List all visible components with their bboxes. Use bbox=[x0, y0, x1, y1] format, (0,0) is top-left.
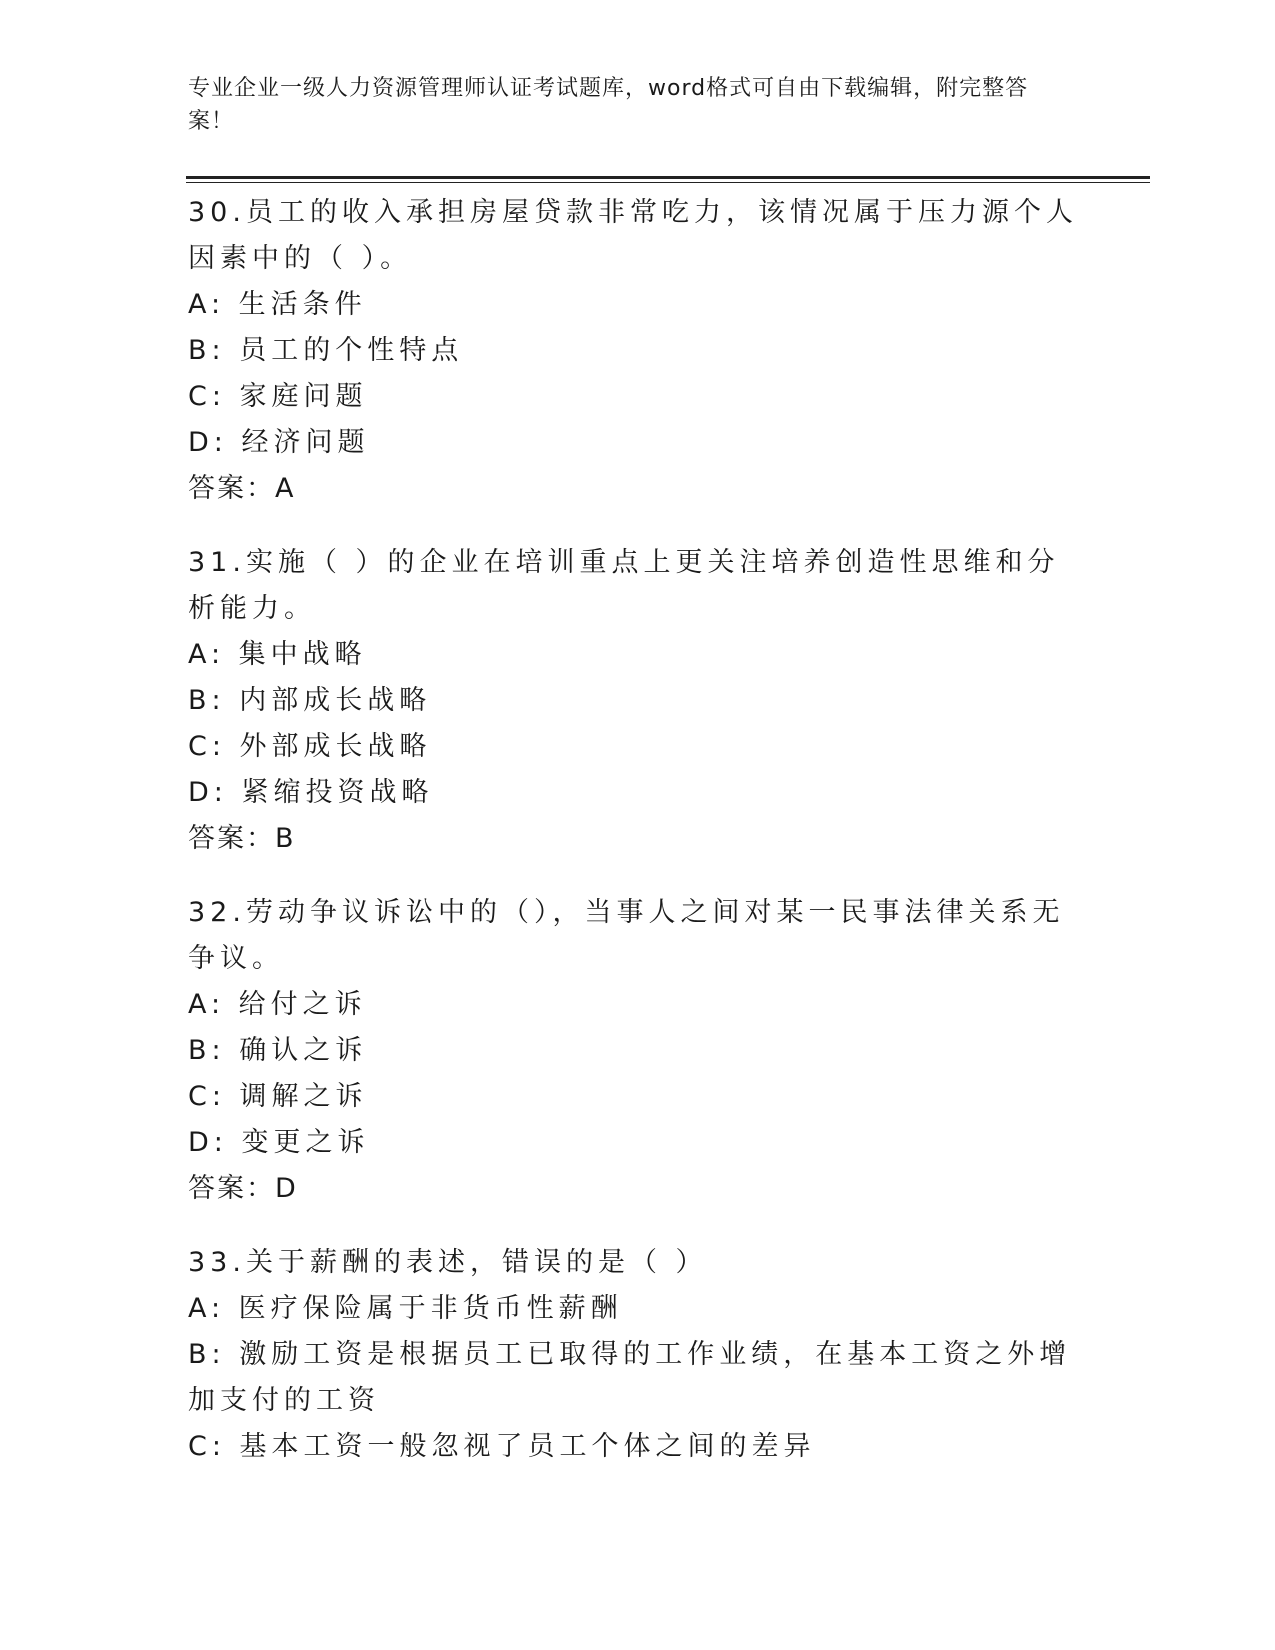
option-d: D: 紧缩投资战略 bbox=[188, 777, 434, 808]
question-number: 33. bbox=[188, 1247, 246, 1278]
document-header: 专业企业一级人力资源管理师认证考试题库，word格式可自由下载编辑，附完整答案！ bbox=[188, 76, 1029, 134]
option-c: C: 调解之诉 bbox=[188, 1081, 368, 1112]
question-list bbox=[188, 190, 1088, 1498]
question-33 bbox=[188, 1240, 1088, 1470]
option-a: A: 给付之诉 bbox=[188, 989, 367, 1020]
option-b: B: 内部成长战略 bbox=[188, 685, 432, 716]
option-b: B: 激励工资是根据员工已取得的工作业绩，在基本工资之外增加支付的工资 bbox=[188, 1339, 1072, 1416]
question-32 bbox=[188, 890, 1088, 1212]
question-number: 32. bbox=[188, 897, 246, 928]
question-text: 劳动争议诉讼中的（），当事人之间对某一民事法律关系无争议。 bbox=[188, 897, 1065, 974]
option-c: C: 外部成长战略 bbox=[188, 731, 432, 762]
option-c: C: 基本工资一般忽视了员工个体之间的差异 bbox=[188, 1431, 816, 1462]
question-stem bbox=[188, 890, 1088, 982]
option-a: A: 生活条件 bbox=[188, 289, 367, 320]
question-text: 实施（ ）的企业在培训重点上更关注培养创造性思维和分析能力。 bbox=[188, 547, 1060, 624]
header-rule-thin bbox=[186, 182, 1150, 183]
option-d: D: 变更之诉 bbox=[188, 1127, 370, 1158]
answer-line: 答案：B bbox=[188, 823, 296, 854]
question-30 bbox=[188, 190, 1088, 512]
question-stem bbox=[188, 190, 1088, 282]
question-text: 员工的收入承担房屋贷款非常吃力，该情况属于压力源个人因素中的（ ）。 bbox=[188, 197, 1078, 274]
question-text: 关于薪酬的表述，错误的是（ ） bbox=[245, 1247, 708, 1278]
option-a: A: 集中战略 bbox=[188, 639, 367, 670]
answer-line: 答案：A bbox=[188, 473, 296, 504]
option-a: A: 医疗保险属于非货币性薪酬 bbox=[188, 1293, 623, 1324]
option-c: C: 家庭问题 bbox=[188, 381, 368, 412]
option-d: D: 经济问题 bbox=[188, 427, 370, 458]
question-stem bbox=[188, 1240, 1088, 1286]
header-rule-thick bbox=[186, 176, 1150, 179]
question-number: 30. bbox=[188, 197, 246, 228]
question-stem bbox=[188, 540, 1088, 632]
question-31 bbox=[188, 540, 1088, 862]
option-b: B: 员工的个性特点 bbox=[188, 335, 464, 366]
question-number: 31. bbox=[188, 547, 246, 578]
answer-line: 答案：D bbox=[188, 1173, 298, 1204]
option-b: B: 确认之诉 bbox=[188, 1035, 368, 1066]
